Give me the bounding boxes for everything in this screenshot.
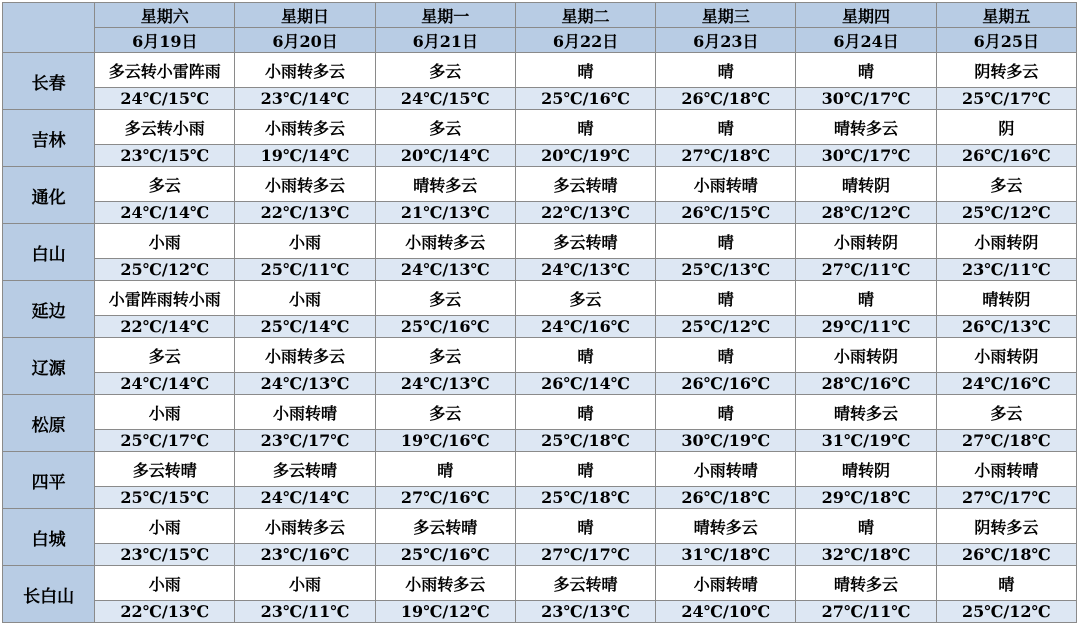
temperature-cell: 25℃/15℃ [95,487,235,509]
temperature-cell: 22℃/13℃ [95,601,235,623]
temperature-row [3,544,1077,566]
temperature-cell: 27℃/17℃ [515,544,655,566]
weather-cell: 晴 [796,53,936,88]
temperature-cell: 26℃/16℃ [656,373,796,395]
weather-cell: 晴 [656,338,796,373]
city-name: 松原 [3,395,95,452]
temperature-cell: 22℃/14℃ [95,316,235,338]
weather-cell: 晴 [656,110,796,145]
temperature-cell: 27℃/11℃ [796,259,936,281]
temperature-cell: 26℃/18℃ [656,88,796,110]
weather-cell: 小雨 [95,566,235,601]
temperature-cell: 24℃/15℃ [95,88,235,110]
weather-cell: 晴 [515,452,655,487]
header-day: 星期六 [95,3,235,28]
temperature-row [3,259,1077,281]
temperature-cell: 24℃/16℃ [515,316,655,338]
weather-cell: 小雨 [235,281,375,316]
weather-cell: 晴 [656,395,796,430]
weather-cell: 阴转多云 [936,509,1076,544]
weather-cell: 多云 [375,395,515,430]
weather-cell: 小雷阵雨转小雨 [95,281,235,316]
temperature-cell: 24℃/14℃ [95,202,235,224]
header-date-row [3,28,1077,53]
city-name: 通化 [3,167,95,224]
temperature-cell: 26℃/16℃ [936,145,1076,167]
temperature-cell: 24℃/13℃ [375,259,515,281]
weather-cell: 晴转多云 [796,110,936,145]
temperature-cell: 25℃/16℃ [515,88,655,110]
header-date: 6月24日 [796,28,936,53]
temperature-row [3,487,1077,509]
temperature-cell: 26℃/18℃ [656,487,796,509]
temperature-row [3,88,1077,110]
header-date: 6月23日 [656,28,796,53]
temperature-cell: 25℃/12℃ [656,316,796,338]
temperature-cell: 24℃/13℃ [515,259,655,281]
temperature-cell: 26℃/13℃ [936,316,1076,338]
temperature-cell: 25℃/13℃ [656,259,796,281]
temperature-cell: 25℃/14℃ [235,316,375,338]
weather-row [3,509,1077,544]
temperature-cell: 25℃/12℃ [95,259,235,281]
city-name: 长白山 [3,566,95,623]
weather-row [3,224,1077,259]
weather-cell: 多云转晴 [95,452,235,487]
forecast-body [3,3,1077,623]
temperature-cell: 23℃/13℃ [515,601,655,623]
weather-cell: 多云 [515,281,655,316]
temperature-cell: 19℃/14℃ [235,145,375,167]
weather-cell: 多云 [95,167,235,202]
weather-cell: 晴 [656,281,796,316]
temperature-cell: 22℃/13℃ [235,202,375,224]
weather-cell: 阴 [936,110,1076,145]
weather-cell: 多云 [936,167,1076,202]
header-day: 星期日 [235,3,375,28]
weather-row [3,566,1077,601]
weather-cell: 小雨转晴 [656,167,796,202]
weather-cell: 小雨转多云 [235,53,375,88]
weather-cell: 多云转小雨 [95,110,235,145]
temperature-cell: 31℃/18℃ [656,544,796,566]
weather-cell: 小雨转阴 [796,338,936,373]
weather-cell: 小雨转阴 [796,224,936,259]
weather-cell: 晴 [796,281,936,316]
weather-cell: 小雨转多云 [375,566,515,601]
weather-cell: 小雨转阴 [936,224,1076,259]
temperature-cell: 19℃/16℃ [375,430,515,452]
header-day: 星期五 [936,3,1076,28]
temperature-cell: 21℃/13℃ [375,202,515,224]
weather-cell: 多云 [95,338,235,373]
temperature-cell: 30℃/17℃ [796,88,936,110]
weather-row [3,110,1077,145]
temperature-cell: 30℃/19℃ [656,430,796,452]
weather-cell: 晴 [656,224,796,259]
header-date: 6月20日 [235,28,375,53]
weather-row [3,281,1077,316]
header-date: 6月22日 [515,28,655,53]
weather-cell: 晴 [515,338,655,373]
temperature-cell: 25℃/11℃ [235,259,375,281]
temperature-cell: 27℃/16℃ [375,487,515,509]
weather-row [3,452,1077,487]
temperature-cell: 24℃/14℃ [235,487,375,509]
temperature-row [3,145,1077,167]
temperature-cell: 27℃/17℃ [936,487,1076,509]
temperature-cell: 23℃/17℃ [235,430,375,452]
temperature-row [3,202,1077,224]
weather-cell: 小雨 [235,224,375,259]
weather-cell: 小雨 [95,509,235,544]
weather-cell: 小雨 [235,566,375,601]
temperature-cell: 28℃/12℃ [796,202,936,224]
temperature-cell: 26℃/18℃ [936,544,1076,566]
weather-cell: 小雨转多云 [235,338,375,373]
weather-cell: 晴 [796,509,936,544]
weather-cell: 多云转晴 [375,509,515,544]
temperature-cell: 20℃/14℃ [375,145,515,167]
temperature-cell: 23℃/14℃ [235,88,375,110]
weather-cell: 多云 [375,110,515,145]
temperature-cell: 25℃/16℃ [375,544,515,566]
weather-cell: 小雨转晴 [656,452,796,487]
temperature-cell: 27℃/11℃ [796,601,936,623]
header-date: 6月19日 [95,28,235,53]
temperature-cell: 24℃/15℃ [375,88,515,110]
city-name: 辽源 [3,338,95,395]
weather-cell: 多云转晴 [515,566,655,601]
weather-cell: 晴转多云 [375,167,515,202]
temperature-row [3,316,1077,338]
weather-cell: 晴 [515,509,655,544]
weather-cell: 晴 [515,395,655,430]
weather-row [3,338,1077,373]
weather-cell: 多云 [936,395,1076,430]
city-name: 白山 [3,224,95,281]
header-day: 星期二 [515,3,655,28]
weather-cell: 晴转阴 [796,167,936,202]
weather-cell: 晴转阴 [936,281,1076,316]
temperature-row [3,601,1077,623]
temperature-cell: 25℃/12℃ [936,202,1076,224]
weather-cell: 小雨转多云 [235,167,375,202]
header-day: 星期一 [375,3,515,28]
weather-cell: 小雨转多云 [375,224,515,259]
weather-cell: 小雨转晴 [656,566,796,601]
weather-cell: 多云 [375,281,515,316]
weather-cell: 小雨 [95,224,235,259]
weather-cell: 多云转晴 [515,224,655,259]
city-name: 延边 [3,281,95,338]
temperature-cell: 27℃/18℃ [936,430,1076,452]
weather-cell: 晴 [656,53,796,88]
temperature-cell: 28℃/16℃ [796,373,936,395]
weather-cell: 小雨转多云 [235,110,375,145]
temperature-cell: 22℃/13℃ [515,202,655,224]
weather-cell: 晴 [515,53,655,88]
city-name: 长春 [3,53,95,110]
weather-row [3,53,1077,88]
weather-cell: 小雨转晴 [235,395,375,430]
weather-cell: 小雨转晴 [936,452,1076,487]
temperature-cell: 25℃/18℃ [515,430,655,452]
temperature-cell: 29℃/11℃ [796,316,936,338]
temperature-cell: 27℃/18℃ [656,145,796,167]
temperature-cell: 30℃/17℃ [796,145,936,167]
temperature-cell: 25℃/17℃ [95,430,235,452]
weather-cell: 多云转小雷阵雨 [95,53,235,88]
temperature-cell: 26℃/15℃ [656,202,796,224]
weather-cell: 多云 [375,53,515,88]
temperature-cell: 31℃/19℃ [796,430,936,452]
weather-cell: 晴转阴 [796,452,936,487]
weather-forecast-table [2,2,1077,623]
temperature-cell: 24℃/13℃ [235,373,375,395]
temperature-cell: 32℃/18℃ [796,544,936,566]
temperature-cell: 23℃/15℃ [95,544,235,566]
weather-row [3,395,1077,430]
temperature-row [3,430,1077,452]
temperature-cell: 24℃/13℃ [375,373,515,395]
temperature-cell: 25℃/16℃ [375,316,515,338]
city-name: 四平 [3,452,95,509]
temperature-cell: 25℃/18℃ [515,487,655,509]
temperature-cell: 23℃/11℃ [936,259,1076,281]
temperature-cell: 25℃/17℃ [936,88,1076,110]
temperature-cell: 26℃/14℃ [515,373,655,395]
weather-cell: 多云转晴 [515,167,655,202]
weather-row [3,167,1077,202]
weather-cell: 晴转多云 [796,395,936,430]
temperature-cell: 19℃/12℃ [375,601,515,623]
header-day: 星期四 [796,3,936,28]
header-date: 6月21日 [375,28,515,53]
temperature-cell: 24℃/14℃ [95,373,235,395]
weather-cell: 晴转多云 [796,566,936,601]
temperature-cell: 23℃/11℃ [235,601,375,623]
temperature-row [3,373,1077,395]
header-day: 星期三 [656,3,796,28]
weather-cell: 阴转多云 [936,53,1076,88]
temperature-cell: 29℃/18℃ [796,487,936,509]
weather-cell: 晴 [936,566,1076,601]
temperature-cell: 23℃/16℃ [235,544,375,566]
temperature-cell: 24℃/10℃ [656,601,796,623]
corner-cell [3,3,95,53]
weather-cell: 晴转多云 [656,509,796,544]
header-date: 6月25日 [936,28,1076,53]
weather-cell: 小雨转多云 [235,509,375,544]
weather-cell: 晴 [375,452,515,487]
temperature-cell: 23℃/15℃ [95,145,235,167]
weather-cell: 多云转晴 [235,452,375,487]
city-name: 吉林 [3,110,95,167]
weather-cell: 晴 [515,110,655,145]
city-name: 白城 [3,509,95,566]
weather-cell: 小雨 [95,395,235,430]
temperature-cell: 25℃/12℃ [936,601,1076,623]
temperature-cell: 20℃/19℃ [515,145,655,167]
weather-cell: 小雨转阴 [936,338,1076,373]
temperature-cell: 24℃/16℃ [936,373,1076,395]
header-day-row [3,3,1077,28]
weather-cell: 多云 [375,338,515,373]
